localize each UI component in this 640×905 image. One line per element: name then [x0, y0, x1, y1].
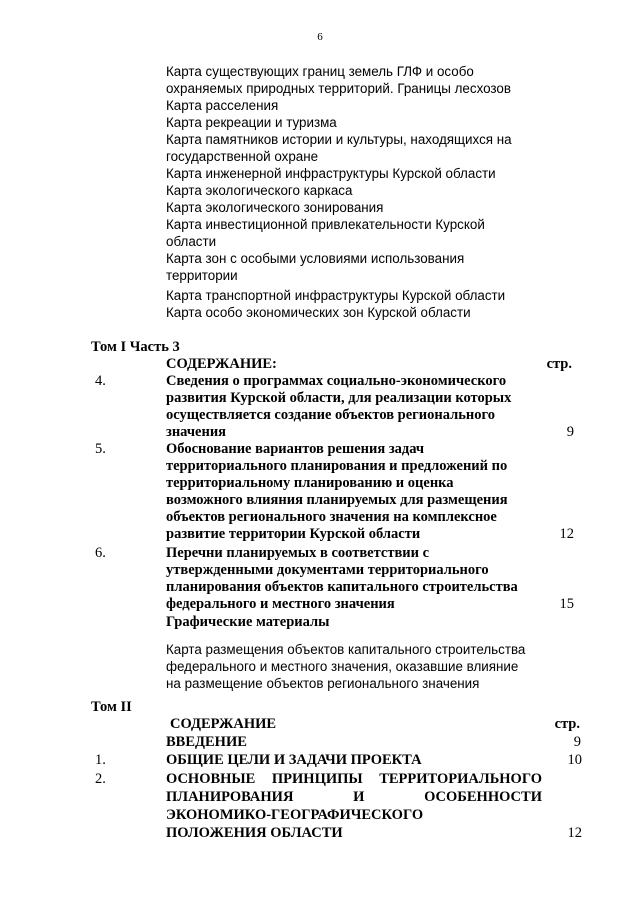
maps-list-line: области [166, 234, 217, 249]
maps-list-line: Карта инвестиционной привлекательности Курской [166, 217, 485, 232]
item-title-line: ОБЩИЕ ЦЕЛИ И ЗАДАЧИ ПРОЕКТА [166, 752, 422, 768]
section-heading: Том I Часть 3 [91, 339, 180, 355]
item-title-line: ЭКОНОМИКО-ГЕОГРАФИЧЕСКОГО [166, 807, 424, 823]
item-title-line: развития Курской области, для реализации которых [166, 390, 512, 406]
item-title-line: ПОЛОЖЕНИЯ ОБЛАСТИ [166, 825, 343, 841]
item-title-line: территориальному планированию и оценка [166, 475, 454, 491]
item-page: 12 [567, 825, 582, 841]
item-page: 15 [559, 596, 574, 612]
item-title-line: территориального планирования и предложений по [166, 458, 508, 474]
item-title-line: Перечни планируемых в соответствии с [166, 545, 430, 561]
item-title-line [166, 771, 542, 788]
maps-list-line: Карта экологического каркаса [166, 183, 353, 198]
item-title-line: развитие территории Курской области [166, 526, 421, 542]
section-heading: Том II [91, 699, 132, 715]
title-word: ТЕРРИТОРИАЛЬНОГО [379, 771, 542, 787]
page-number: 6 [317, 31, 323, 43]
title-word: И [353, 789, 365, 805]
item-title-line: Обоснование вариантов решения задач [166, 441, 425, 457]
maps-list-line: охраняемых природных территорий. Границы лесхозов [166, 81, 511, 96]
item-title-line: утвержденными документами территориального [166, 562, 489, 578]
item-title-line: объектов регионального значения на комплексное [166, 509, 497, 525]
intro-label: ВВЕДЕНИЕ [166, 734, 247, 750]
page-column-label: стр. [546, 356, 572, 372]
item-number: 1. [95, 752, 106, 768]
graphics-line: федерального и местного значения, оказавшие влияние [166, 659, 519, 674]
maps-list-line: Карта памятников истории и культуры, находящихся на [166, 132, 512, 147]
item-page: 10 [567, 752, 582, 768]
item-page: 9 [566, 424, 574, 440]
graphics-line: на размещение объектов регионального значения [166, 676, 480, 691]
item-title-line: возможного влияния планируемых для размещения [166, 492, 508, 508]
item-number: 4. [95, 373, 106, 389]
maps-list-line: Карта инженерной инфраструктуры Курской области [166, 166, 496, 181]
title-word: ОСНОВНЫЕ [166, 771, 256, 787]
item-title-line: осуществляется создание объектов регионального [166, 407, 495, 423]
maps-list-line: Карта расселения [166, 98, 279, 113]
item-page: 12 [559, 526, 574, 542]
item-title-line: Сведения о программах социально-экономического [166, 373, 507, 389]
contents-label: СОДЕРЖАНИЕ: [166, 356, 277, 372]
maps-list-line: Карта транспортной инфраструктуры Курской области [166, 288, 506, 303]
title-word: ПРИНЦИПЫ [271, 771, 363, 787]
item-page: 9 [573, 734, 581, 750]
maps-list-line: Карта существующих границ земель ГЛФ и особо [166, 64, 474, 79]
graphics-heading: Графические материалы [166, 614, 330, 630]
item-title-line: планирования объектов капитального строительства [166, 579, 518, 595]
maps-list-line: Карта зон с особыми условиями использования [166, 251, 465, 266]
maps-list-line: Карта рекреации и туризма [166, 115, 337, 130]
graphics-line: Карта размещения объектов капитального строительства [166, 642, 526, 657]
item-title-line: значения [166, 424, 227, 440]
maps-list-line: территории [166, 268, 238, 283]
contents-label: СОДЕРЖАНИЕ [170, 716, 277, 732]
item-title-line: федерального и местного значения [166, 596, 395, 612]
page-column-label: стр. [554, 716, 580, 732]
item-number: 2. [95, 771, 106, 787]
item-number: 5. [95, 441, 106, 457]
item-title-line [166, 789, 542, 806]
title-word: ПЛАНИРОВАНИЯ [166, 789, 294, 805]
maps-list-line: Карта особо экономических зон Курской области [166, 305, 471, 320]
maps-list-line: Карта экологического зонирования [166, 200, 384, 215]
title-word: ОСОБЕННОСТИ [424, 789, 542, 805]
item-number: 6. [95, 545, 106, 561]
maps-list-line: государственной охране [166, 149, 319, 164]
